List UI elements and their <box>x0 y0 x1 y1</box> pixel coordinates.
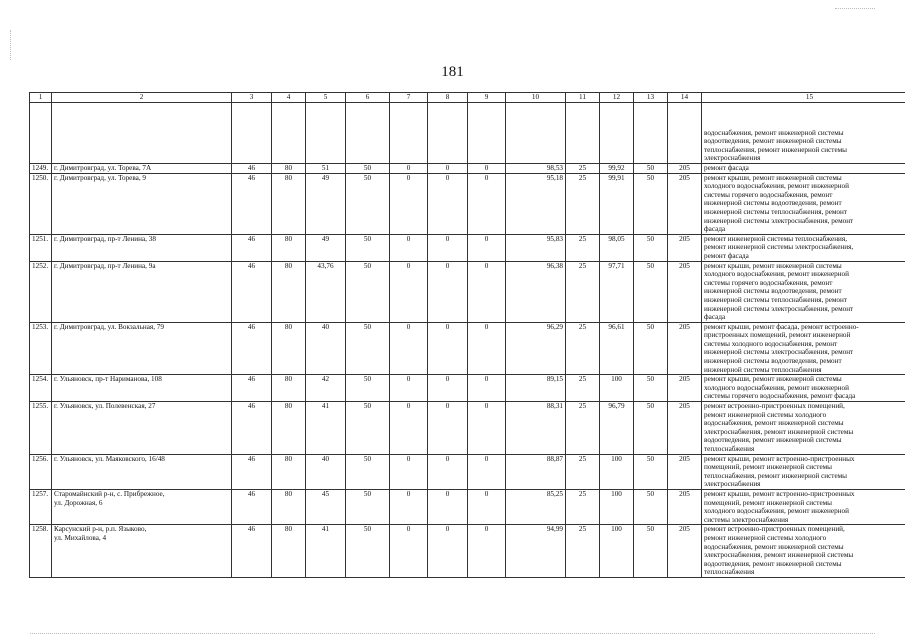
table-row <box>30 164 905 174</box>
value-cell: 25 <box>566 261 600 322</box>
value-cell: 88,87 <box>506 454 566 489</box>
column-header: 6 <box>346 93 390 103</box>
address-cell: г. Ульяновск, пр-т Нариманова, 108 <box>52 375 232 402</box>
value-cell: 50 <box>634 454 668 489</box>
value-cell: 96,38 <box>506 261 566 322</box>
value-cell: 50 <box>346 375 390 402</box>
value-cell: 96,79 <box>600 402 634 455</box>
value-cell: 49 <box>306 234 346 261</box>
value-cell: 99,92 <box>600 164 634 174</box>
row-number-cell: 1250. <box>30 173 52 234</box>
table-row <box>30 103 905 164</box>
table-row <box>30 489 905 524</box>
address-cell: г. Ульяновск, ул. Полевенская, 27 <box>52 402 232 455</box>
value-cell: 50 <box>634 173 668 234</box>
value-cell: 46 <box>232 402 272 455</box>
value-cell: 25 <box>566 234 600 261</box>
value-cell: 95,83 <box>506 234 566 261</box>
value-cell: 0 <box>428 234 468 261</box>
description-cell: ремонт крыши, ремонт встроенно-пристроенных помещений, ремонт инженерной системы холодного водоснабжения, ремонт инженерной системы электроснабжения <box>702 489 905 524</box>
description-cell: ремонт встроенно-пристроенных помещений, ремонт инженерной системы холодного водоснабжения, ремонт инженерной системы электроснабжения, ремонт инженерной системы водоотведения, ремонт инженерной системы теплоснабжения <box>702 402 905 455</box>
value-cell: 42 <box>306 375 346 402</box>
description-cell: ремонт крыши, ремонт фасада, ремонт встроенно- пристроенных помещений, ремонт инженерной системы холодного водоснабжения, ремонт инженерной системы электроснабжения, ремонт инженерной системы водоотведения, ремонт инженерной системы теплоснабжения <box>702 322 905 375</box>
value-cell: 41 <box>306 525 346 578</box>
row-number-cell: 1257. <box>30 489 52 524</box>
value-cell: 0 <box>390 164 428 174</box>
value-cell: 80 <box>272 322 306 375</box>
value-cell: 80 <box>272 234 306 261</box>
value-cell: 25 <box>566 402 600 455</box>
value-cell: 25 <box>566 173 600 234</box>
table-row <box>30 322 905 375</box>
column-header: 1 <box>30 93 52 103</box>
row-number-cell: 1251. <box>30 234 52 261</box>
value-cell: 0 <box>390 261 428 322</box>
value-cell: 80 <box>272 454 306 489</box>
value-cell: 46 <box>232 375 272 402</box>
value-cell: 46 <box>232 164 272 174</box>
description-cell: водоснабжения, ремонт инженерной системы водоотведения, ремонт инженерной системы теплоснабжения, ремонт инженерной системы электроснабжения <box>702 103 905 164</box>
value-cell: 50 <box>346 173 390 234</box>
value-cell: 46 <box>232 525 272 578</box>
value-cell: 50 <box>634 322 668 375</box>
value-cell: 25 <box>566 322 600 375</box>
header-row <box>30 93 905 103</box>
value-cell: 50 <box>634 234 668 261</box>
value-cell: 50 <box>346 454 390 489</box>
value-cell: 50 <box>346 261 390 322</box>
value-cell: 25 <box>566 164 600 174</box>
address-cell: Старомайнский р-н, с. Прибрежное, ул. Дорожная, 6 <box>52 489 232 524</box>
value-cell: 50 <box>346 322 390 375</box>
value-cell: 96,61 <box>600 322 634 375</box>
value-cell: 80 <box>272 375 306 402</box>
value-cell: 0 <box>428 261 468 322</box>
row-number-cell: 1258. <box>30 525 52 578</box>
value-cell: 0 <box>390 402 428 455</box>
value-cell: 80 <box>272 261 306 322</box>
value-cell: 205 <box>668 322 702 375</box>
value-cell: 100 <box>600 525 634 578</box>
data-table <box>29 92 905 578</box>
value-cell: 50 <box>634 489 668 524</box>
address-cell: г. Димитровград, ул. Торева, 9 <box>52 173 232 234</box>
value-cell: 0 <box>428 173 468 234</box>
value-cell: 205 <box>668 489 702 524</box>
column-header: 11 <box>566 93 600 103</box>
scan-mark <box>835 8 875 9</box>
value-cell: 40 <box>306 322 346 375</box>
address-cell: г. Ульяновск, ул. Маяковского, 16/48 <box>52 454 232 489</box>
table-row <box>30 402 905 455</box>
table-row <box>30 525 905 578</box>
value-cell: 94,99 <box>506 525 566 578</box>
value-cell: 0 <box>468 261 506 322</box>
value-cell: 50 <box>346 164 390 174</box>
value-cell: 205 <box>668 234 702 261</box>
value-cell: 46 <box>232 489 272 524</box>
value-cell: 46 <box>232 322 272 375</box>
table-row <box>30 261 905 322</box>
row-number-cell: 1252. <box>30 261 52 322</box>
column-header: 15 <box>702 93 905 103</box>
value-cell: 89,15 <box>506 375 566 402</box>
value-cell: 0 <box>428 454 468 489</box>
column-header: 12 <box>600 93 634 103</box>
value-cell: 0 <box>468 489 506 524</box>
value-cell: 80 <box>272 489 306 524</box>
value-cell: 0 <box>468 234 506 261</box>
value-cell: 80 <box>272 402 306 455</box>
table-row <box>30 173 905 234</box>
row-number-cell: 1254. <box>30 375 52 402</box>
value-cell: 100 <box>600 489 634 524</box>
value-cell: 88,31 <box>506 402 566 455</box>
value-cell: 46 <box>232 173 272 234</box>
column-header: 4 <box>272 93 306 103</box>
value-cell: 205 <box>668 454 702 489</box>
row-number-cell: 1253. <box>30 322 52 375</box>
value-cell: 0 <box>390 489 428 524</box>
value-cell: 205 <box>668 525 702 578</box>
column-header: 3 <box>232 93 272 103</box>
value-cell: 95,18 <box>506 173 566 234</box>
value-cell: 96,29 <box>506 322 566 375</box>
address-cell: г. Димитровград, ул. Вокзальная, 79 <box>52 322 232 375</box>
value-cell: 46 <box>232 261 272 322</box>
value-cell: 50 <box>634 402 668 455</box>
value-cell: 25 <box>566 454 600 489</box>
value-cell: 50 <box>346 234 390 261</box>
value-cell: 51 <box>306 164 346 174</box>
value-cell: 0 <box>428 489 468 524</box>
value-cell: 0 <box>468 402 506 455</box>
column-header: 8 <box>428 93 468 103</box>
row-number-cell: 1256. <box>30 454 52 489</box>
value-cell: 98,53 <box>506 164 566 174</box>
value-cell: 0 <box>428 525 468 578</box>
value-cell: 85,25 <box>506 489 566 524</box>
value-cell: 0 <box>468 375 506 402</box>
value-cell: 205 <box>668 402 702 455</box>
value-cell: 50 <box>634 525 668 578</box>
description-cell: ремонт встроенно-пристроенных помещений, ремонт инженерной системы холодного водоснабжения, ремонт инженерной системы электроснабжения, ремонт инженерной системы водоотведения, ремонт инженерной системы теплоснабжения <box>702 525 905 578</box>
page-number: 181 <box>441 64 464 80</box>
column-header: 9 <box>468 93 506 103</box>
value-cell: 80 <box>272 164 306 174</box>
value-cell: 0 <box>390 375 428 402</box>
value-cell: 0 <box>468 322 506 375</box>
value-cell: 0 <box>428 322 468 375</box>
column-header: 2 <box>52 93 232 103</box>
value-cell: 45 <box>306 489 346 524</box>
value-cell: 100 <box>600 454 634 489</box>
value-cell: 40 <box>306 454 346 489</box>
description-cell: ремонт крыши, ремонт встроенно-пристроенных помещений, ремонт инженерной системы теплоснабжения, ремонт инженерной системы электроснабжения <box>702 454 905 489</box>
description-cell: ремонт крыши, ремонт инженерной системы холодного водоснабжения, ремонт инженерной системы горячего водоснабжения, ремонт инженерной системы водоотведения, ремонт инженерной системы теплоснабжения, ремонт инженерной системы электроснабжения, ремонт фасада <box>702 261 905 322</box>
value-cell: 50 <box>346 402 390 455</box>
value-cell: 49 <box>306 173 346 234</box>
address-cell: Карсунский р-н, р.п. Языково, ул. Михайлова, 4 <box>52 525 232 578</box>
table-row <box>30 454 905 489</box>
column-header: 10 <box>506 93 566 103</box>
value-cell: 0 <box>468 164 506 174</box>
value-cell: 0 <box>390 322 428 375</box>
column-header: 13 <box>634 93 668 103</box>
value-cell: 0 <box>468 525 506 578</box>
value-cell: 50 <box>634 164 668 174</box>
description-cell: ремонт инженерной системы теплоснабжения, ремонт инженерной системы электроснабжения, ремонт фасада <box>702 234 905 261</box>
column-header: 5 <box>306 93 346 103</box>
scan-mark <box>30 633 875 634</box>
value-cell: 205 <box>668 173 702 234</box>
value-cell: 0 <box>428 164 468 174</box>
value-cell: 205 <box>668 261 702 322</box>
address-cell: г. Димитровград, пр-т Ленина, 38 <box>52 234 232 261</box>
address-cell: г. Димитровград, ул. Торева, 7А <box>52 164 232 174</box>
value-cell: 50 <box>346 489 390 524</box>
value-cell: 80 <box>272 173 306 234</box>
value-cell: 80 <box>272 525 306 578</box>
value-cell: 41 <box>306 402 346 455</box>
description-cell: ремонт фасада <box>702 164 905 174</box>
value-cell: 50 <box>346 525 390 578</box>
value-cell: 0 <box>428 402 468 455</box>
value-cell: 25 <box>566 375 600 402</box>
description-cell: ремонт крыши, ремонт инженерной системы холодного водоснабжения, ремонт инженерной системы горячего водоснабжения, ремонт фасада <box>702 375 905 402</box>
value-cell: 205 <box>668 164 702 174</box>
value-cell: 25 <box>566 525 600 578</box>
value-cell: 50 <box>634 261 668 322</box>
value-cell: 98,05 <box>600 234 634 261</box>
value-cell: 0 <box>390 173 428 234</box>
value-cell: 0 <box>428 375 468 402</box>
value-cell: 0 <box>468 454 506 489</box>
column-header: 7 <box>390 93 428 103</box>
row-number-cell: 1249. <box>30 164 52 174</box>
value-cell: 0 <box>390 454 428 489</box>
value-cell: 0 <box>390 525 428 578</box>
value-cell: 46 <box>232 454 272 489</box>
scan-mark <box>10 30 11 60</box>
value-cell: 43,76 <box>306 261 346 322</box>
value-cell: 205 <box>668 375 702 402</box>
value-cell: 25 <box>566 489 600 524</box>
row-number-cell: 1255. <box>30 402 52 455</box>
value-cell: 100 <box>600 375 634 402</box>
address-cell: г. Димитровград, пр-т Ленина, 9а <box>52 261 232 322</box>
value-cell: 0 <box>390 234 428 261</box>
value-cell: 50 <box>634 375 668 402</box>
table-row <box>30 234 905 261</box>
description-cell: ремонт крыши, ремонт инженерной системы холодного водоснабжения, ремонт инженерной системы горячего водоснабжения, ремонт инженерной системы водоотведения, ремонт инженерной системы теплоснабжения, ремонт инженерной системы электроснабжения, ремонт фасада <box>702 173 905 234</box>
table-row <box>30 375 905 402</box>
value-cell: 99,91 <box>600 173 634 234</box>
value-cell: 97,71 <box>600 261 634 322</box>
value-cell: 0 <box>468 173 506 234</box>
column-header: 14 <box>668 93 702 103</box>
value-cell: 46 <box>232 234 272 261</box>
